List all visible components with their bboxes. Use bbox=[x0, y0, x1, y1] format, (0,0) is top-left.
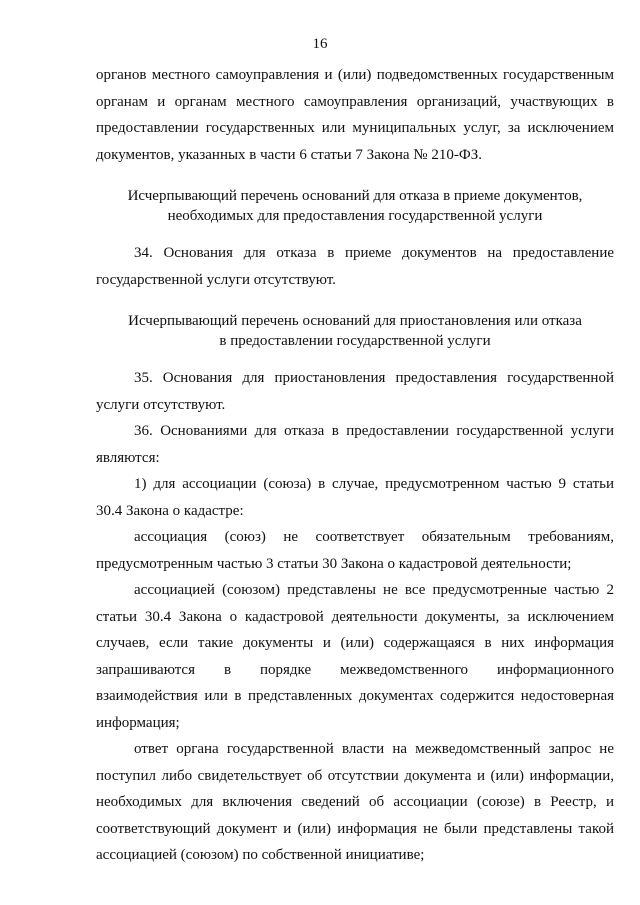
heading-line: в предоставлении государственной услуги bbox=[219, 333, 491, 349]
paragraph-36-item-1-a: ассоциация (союз) не соответствует обязательным требованиям, предусмотренным частью 3 статьи 30 Закона о кадастровой деятельности; bbox=[96, 529, 614, 572]
paragraph-34: 34. Основания для отказа в приеме документов на предоставление государственной услуги отсутствуют. bbox=[96, 245, 614, 288]
paragraph-continuation: органов местного самоуправления и (или) подведомственных государственным органам и органам местного самоуправления организаций, участвующих в предоставлении государственных или муниципальных услуг, за исключением документов, указанных в части 6 статьи 7 Закона № 210-ФЗ. bbox=[96, 67, 614, 163]
paragraph-36-item-1: 1) для ассоциации (союза) в случае, предусмотренном частью 9 статьи 30.4 Закона о кадастре: bbox=[96, 476, 614, 519]
section-heading-refusal-acceptance bbox=[96, 186, 614, 226]
document-body bbox=[96, 62, 614, 869]
paragraph-36: 36. Основаниями для отказа в предоставлении государственной услуги являются: bbox=[96, 423, 614, 466]
heading-line: Исчерпывающий перечень оснований для приостановления или отказа bbox=[128, 313, 582, 329]
page-number: 16 bbox=[312, 36, 328, 52]
paragraph-35: 35. Основания для приостановления предоставления государственной услуги отсутствуют. bbox=[96, 370, 614, 413]
heading-line: необходимых для предоставления государственной услуги bbox=[167, 208, 543, 224]
paragraph-36-item-1-c: ответ органа государственной власти на межведомственный запрос не поступил либо свидетельствует об отсутствии документа и (или) информации, необходимых для включения сведений об ассоциации (союзе) в Реестр, и соответствующий документ и (или) информация не были представлены такой ассоциацией (союзом) по собственной инициативе; bbox=[96, 741, 614, 863]
paragraph-36-item-1-b: ассоциацией (союзом) представлены не все предусмотренные частью 2 статьи 30.4 Закона о кадастровой деятельности документы, за исключением случаев, если такие документы и (или) содержащаяся в них информация запрашиваются в порядке межведомственного информационного взаимодействия или в представленных документах содержится недостоверная информация; bbox=[96, 582, 614, 731]
section-heading-suspension-refusal bbox=[96, 311, 614, 351]
heading-line: Исчерпывающий перечень оснований для отказа в приеме документов, bbox=[127, 188, 583, 204]
